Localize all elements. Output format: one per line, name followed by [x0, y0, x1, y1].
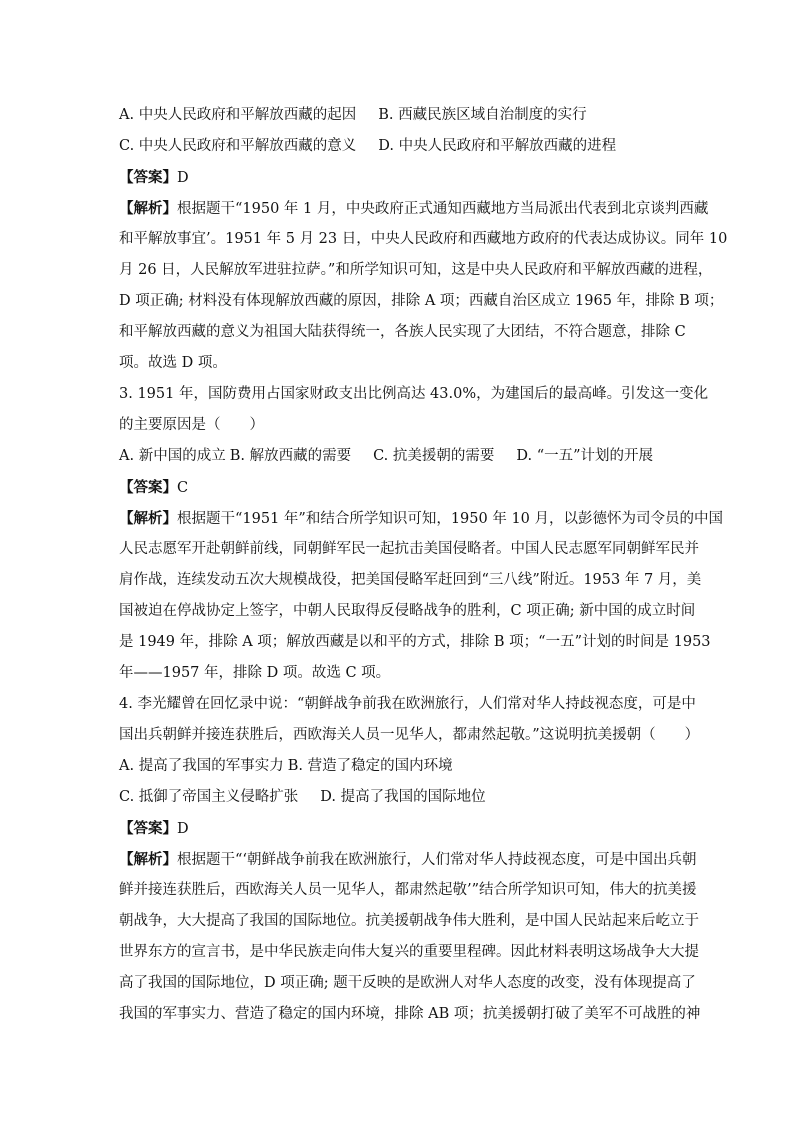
q4-analysis: [119, 844, 701, 1030]
q3-option-d: D. “一五”计划的开展: [516, 448, 654, 464]
q3-answer: [119, 472, 679, 503]
q2-answer: [119, 162, 679, 193]
q2-analysis-line: 和平解放西藏的意义为祖国大陆获得统一，各族人民实现了大团结，不符合题意，排除 C: [119, 324, 686, 340]
q4-analysis-line: 根据题干“‘朝鲜战争前我在欧洲旅行，人们常对华人持歧视态度，可是中国出兵朝: [177, 852, 697, 868]
q3-analysis-line: 肩作战，连续发动五次大规模战役，把美国侵略军赶回到“三八线”附近。1953 年 7 月，美: [119, 572, 702, 588]
q4-answer-value: D: [177, 821, 189, 837]
q4-answer-label: 【答案】: [119, 820, 177, 837]
document-body: [119, 100, 728, 1030]
q4-analysis-line: 朝战争，大大提高了我国的国际地位。抗美援朝战争伟大胜利，是中国人民站起来后屹立于: [119, 913, 699, 929]
q4-analysis-line: 高了我国的国际地位，D 项正确; 题干反映的是欧洲人对华人态度的改变，没有体现提高了: [119, 975, 696, 991]
q3-analysis-line: 年——1957 年，排除 D 项。故选 C 项。: [119, 665, 391, 681]
q4-analysis-line: 我国的军事实力、营造了稳定的国内环境，排除 AB 项；抗美援朝打破了美军不可战胜的神: [119, 1006, 701, 1022]
q4-stem-line: 国出兵朝鲜并接连获胜后，西欧海关人员一见华人，都肃然起敬。”这说明抗美援朝（ ）: [119, 727, 700, 743]
q3-analysis-line: 是 1949 年，排除 A 项；解放西藏是以和平的方式，排除 B 项；“一五”计划的时间是 1953: [119, 634, 711, 650]
q3-analysis-line: 国被迫在停战协定上签字，中朝人民取得反侵略战争的胜利，C 项正确; 新中国的成立时间: [119, 603, 696, 619]
q4-analysis-line: 鲜并接连获胜后，西欧海关人员一见华人，都肃然起敬’”结合所学知识可知，伟大的抗美援: [119, 882, 697, 898]
q2-analysis-label: 【解析】: [119, 200, 177, 217]
q4-option-a: A. 提高了我国的军事实力: [119, 758, 284, 774]
q2-analysis-line: 月 26 日，人民解放军进驻拉萨。”和所学知识可知，这是中央人民政府和平解放西藏的进程，: [119, 262, 713, 278]
q4-options-row-1: [119, 751, 679, 782]
q2-analysis-line: D 项正确; 材料没有体现解放西藏的原因，排除 A 项；西藏自治区成立 1965 年，排除 B 项；: [119, 293, 724, 309]
q4-analysis-line: 世界东方的宣言书，是中华民族走向伟大复兴的重要里程碑。因此材料表明这场战争大大提: [119, 944, 699, 960]
q2-analysis-line: 和平解放事宜’。1951 年 5 月 23 日，中央人民政府和西藏地方政府的代表达成协议。同年 10: [119, 231, 728, 247]
q3-option-b: B. 解放西藏的需要: [229, 448, 352, 464]
q2-analysis-line: 项。故选 D 项。: [119, 355, 227, 371]
q3-answer-label: 【答案】: [119, 479, 177, 496]
q2-option-a: A. 中央人民政府和平解放西藏的起因: [119, 107, 357, 123]
q3-stem-line: 的主要原因是（ ）: [119, 417, 264, 433]
q4-option-b: B. 营造了稳定的国内环境: [287, 758, 453, 774]
q3-answer-value: C: [177, 480, 189, 496]
q3-options: [119, 441, 679, 472]
q2-answer-value: D: [177, 170, 189, 186]
q4-option-d: D. 提高了我国的国际地位: [320, 789, 486, 805]
q4-options-row-2: [119, 782, 679, 813]
q2-answer-label: 【答案】: [119, 169, 177, 186]
q3-option-a: A. 新中国的成立: [119, 448, 226, 464]
q2-analysis-line: 根据题干“1950 年 1 月，中央政府正式通知西藏地方当局派出代表到北京谈判西藏: [177, 201, 709, 217]
q2-analysis: [119, 193, 728, 379]
q2-option-c: C. 中央人民政府和平解放西藏的意义: [119, 138, 357, 154]
q3-analysis-line: 人民志愿军开赴朝鲜前线，同朝鲜军民一起抗击美国侵略者。中国人民志愿军同朝鲜军民并: [119, 541, 699, 557]
q4-stem-line: 4. 李光耀曾在回忆录中说：“朝鲜战争前我在欧洲旅行，人们常对华人持歧视态度，可是中: [119, 696, 696, 712]
q3-stem-line: 3. 1951 年，国防费用占国家财政支出比例高达 43.0%，为建国后的最高峰。引发这一变化: [119, 386, 709, 402]
q2-option-b: B. 西藏民族区域自治制度的实行: [378, 107, 587, 123]
q2-option-d: D. 中央人民政府和平解放西藏的进程: [378, 138, 617, 154]
q4-analysis-label: 【解析】: [119, 851, 177, 868]
q4-option-c: C. 抵御了帝国主义侵略扩张: [119, 789, 299, 805]
q4-answer: [119, 813, 679, 844]
q3-option-c: C. 抗美援朝的需要: [373, 448, 495, 464]
q2-options-row-1: [119, 100, 679, 131]
q3-analysis-label: 【解析】: [119, 510, 177, 527]
q3-analysis-line: 根据题干“1951 年”和结合所学知识可知，1950 年 10 月，以彭德怀为司令员的中国: [177, 511, 724, 527]
q3-analysis: [119, 503, 724, 689]
q2-options-row-2: [119, 131, 679, 162]
